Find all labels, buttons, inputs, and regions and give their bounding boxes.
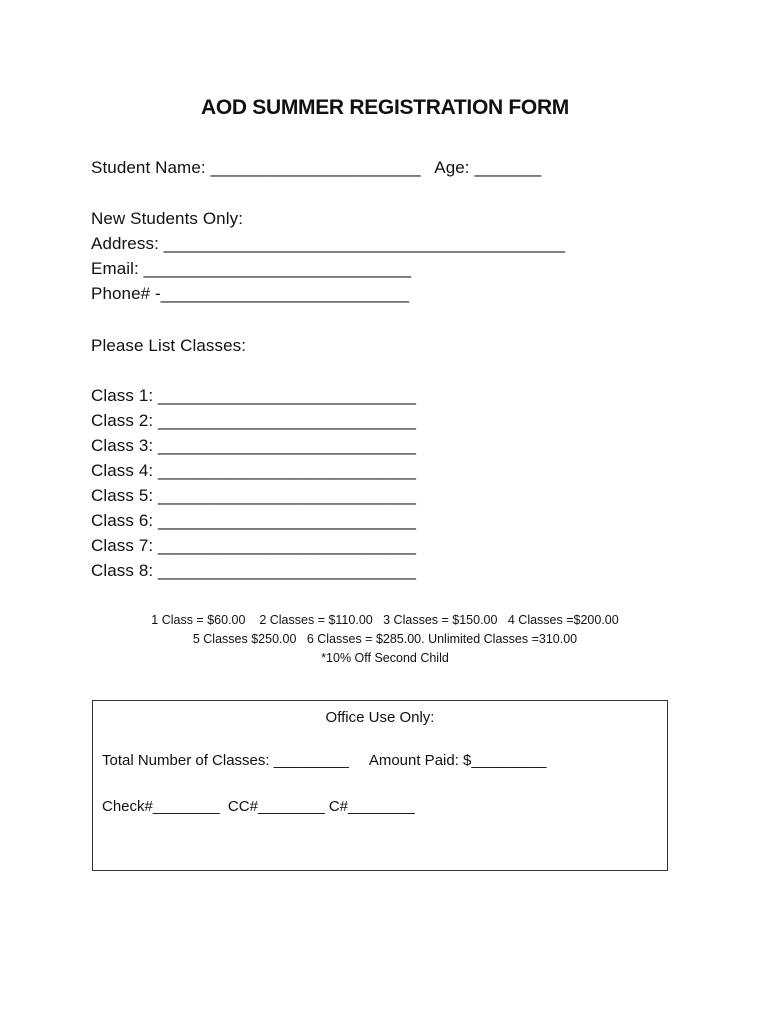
class-line-5[interactable]: Class 5: ___________________________ [91, 486, 417, 505]
class-line-1[interactable]: Class 1: ___________________________ [91, 386, 417, 405]
pricing-line-1: 1 Class = $60.00 2 Classes = $110.00 3 Classes = $150.00 4 Classes =$200.00 [151, 613, 619, 627]
class-line-8[interactable]: Class 8: ___________________________ [91, 561, 417, 580]
form-title: AOD SUMMER REGISTRATION FORM [200, 96, 570, 119]
class-line-6[interactable]: Class 6: ___________________________ [91, 511, 417, 530]
email-line[interactable]: Email: ____________________________ [91, 259, 412, 278]
office-use-box [92, 700, 668, 871]
pricing-line-2: 5 Classes $250.00 6 Classes = $285.00. Unlimited Classes =310.00 [192, 632, 578, 646]
second-child-discount: *10% Off Second Child [321, 651, 449, 665]
class-line-3[interactable]: Class 3: ___________________________ [91, 436, 417, 455]
class-line-2[interactable]: Class 2: ___________________________ [91, 411, 417, 430]
office-use-title: Office Use Only: [325, 709, 435, 726]
classes-label: Please List Classes: [91, 336, 247, 355]
class-line-4[interactable]: Class 4: ___________________________ [91, 461, 417, 480]
new-students-label: New Students Only: [91, 209, 244, 228]
phone-line[interactable]: Phone# -__________________________ [91, 284, 410, 303]
student-name-age-line[interactable]: Student Name: ______________________ Age: _______ [91, 158, 542, 177]
address-line[interactable]: Address: __________________________________________ [91, 234, 566, 253]
office-totals-line[interactable]: Total Number of Classes: _________ Amount Paid: $_________ [102, 752, 547, 769]
office-payment-line[interactable]: Check#________ CC#________ C#________ [102, 798, 415, 815]
class-line-7[interactable]: Class 7: ___________________________ [91, 536, 417, 555]
